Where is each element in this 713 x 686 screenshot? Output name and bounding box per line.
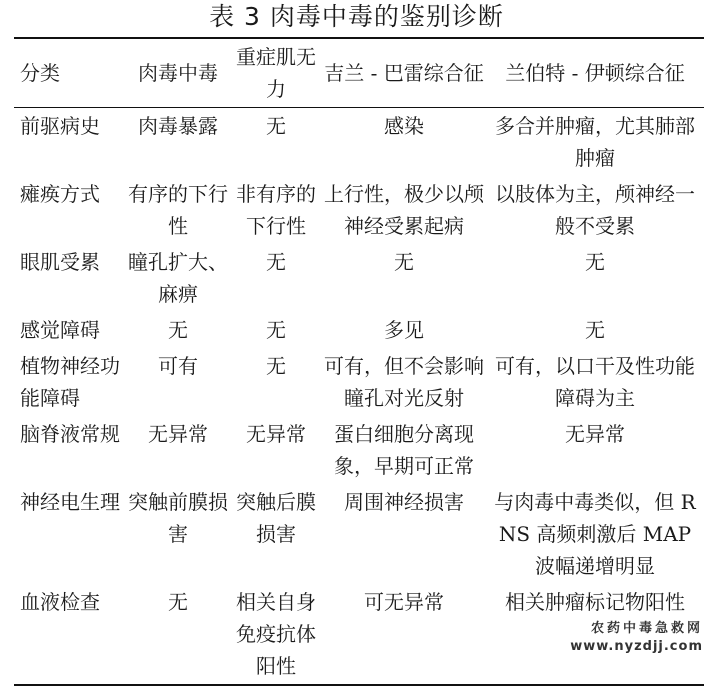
cell-myasthenia-gravis: 非有序的下行性 bbox=[236, 182, 316, 238]
cell-myasthenia-gravis: 无 bbox=[266, 354, 286, 378]
header-lambert-eaton: 兰伯特 - 伊顿综合征 bbox=[505, 61, 685, 85]
cell-botulism: 无异常 bbox=[148, 422, 208, 446]
cell-guillain-barre: 无 bbox=[394, 250, 414, 274]
cell-lambert-eaton: 可有，以口干及性功能障碍为主 bbox=[495, 354, 695, 410]
row-category: 瘫痪方式 bbox=[20, 182, 100, 206]
table-row bbox=[14, 244, 704, 312]
row-category: 前驱病史 bbox=[20, 114, 100, 138]
cell-myasthenia-gravis: 突触后膜损害 bbox=[236, 490, 316, 546]
header-botulism: 肉毒中毒 bbox=[138, 61, 218, 85]
header-category: 分类 bbox=[20, 61, 60, 85]
table-row bbox=[14, 312, 704, 348]
cell-lambert-eaton: 以肢体为主，颅神经一般不受累 bbox=[495, 182, 695, 238]
cell-myasthenia-gravis: 相关自身免疫抗体阳性 bbox=[236, 590, 316, 678]
cell-lambert-eaton: 无 bbox=[585, 318, 605, 342]
cell-lambert-eaton: 相关肿瘤标记物阳性 bbox=[505, 590, 685, 614]
cell-lambert-eaton: 无异常 bbox=[565, 422, 625, 446]
cell-botulism: 可有 bbox=[158, 354, 198, 378]
row-category: 感觉障碍 bbox=[20, 318, 100, 342]
cell-botulism: 无 bbox=[168, 318, 188, 342]
row-category: 血液检查 bbox=[20, 590, 100, 614]
site-watermark bbox=[570, 620, 703, 656]
cell-myasthenia-gravis: 无 bbox=[266, 250, 286, 274]
watermark-site-name: 农药中毒急救网 bbox=[590, 621, 703, 636]
row-category: 眼肌受累 bbox=[20, 250, 100, 274]
cell-botulism: 突触前膜损害 bbox=[128, 490, 228, 546]
table-title: 表 3 肉毒中毒的鉴别诊断 bbox=[209, 2, 504, 31]
row-category: 脑脊液常规 bbox=[20, 422, 120, 446]
table-row bbox=[14, 416, 704, 484]
cell-guillain-barre: 蛋白细胞分离现象，早期可正常 bbox=[334, 422, 474, 478]
header-guillain-barre: 吉兰 - 巴雷综合征 bbox=[324, 61, 484, 85]
table-row bbox=[14, 108, 704, 177]
cell-botulism: 肉毒暴露 bbox=[138, 114, 218, 138]
cell-guillain-barre: 感染 bbox=[384, 114, 424, 138]
table-header-row bbox=[14, 38, 704, 108]
cell-guillain-barre: 可无异常 bbox=[364, 590, 444, 614]
table-row bbox=[14, 176, 704, 244]
cell-guillain-barre: 可有，但不会影响 瞳孔对光反射 bbox=[324, 354, 484, 410]
cell-lambert-eaton: 无 bbox=[585, 250, 605, 274]
cell-myasthenia-gravis: 无 bbox=[266, 318, 286, 342]
cell-lambert-eaton: 与肉毒中毒类似，但 RNS 高频刺激后 MAP 波幅递增明显 bbox=[494, 490, 696, 578]
cell-guillain-barre: 上行性，极少以颅 神经受累起病 bbox=[324, 182, 484, 238]
cell-botulism: 瞳孔扩大、麻痹 bbox=[128, 250, 228, 306]
cell-myasthenia-gravis: 无异常 bbox=[246, 422, 306, 446]
cell-lambert-eaton: 多合并肿瘤，尤其肺部 肿瘤 bbox=[495, 114, 695, 170]
table-row bbox=[14, 484, 704, 584]
row-category: 植物神经功能障碍 bbox=[20, 354, 120, 410]
cell-guillain-barre: 多见 bbox=[384, 318, 424, 342]
cell-myasthenia-gravis: 无 bbox=[266, 114, 286, 138]
differential-diagnosis-table bbox=[14, 37, 704, 686]
row-category: 神经电生理 bbox=[20, 490, 120, 514]
table-row bbox=[14, 348, 704, 416]
cell-botulism: 无 bbox=[168, 590, 188, 614]
cell-guillain-barre: 周围神经损害 bbox=[344, 490, 464, 514]
header-myasthenia-gravis: 重症肌无力 bbox=[236, 45, 316, 101]
cell-botulism: 有序的下行性 bbox=[128, 182, 228, 238]
watermark-url: www.nyzdjj.com bbox=[570, 639, 703, 654]
